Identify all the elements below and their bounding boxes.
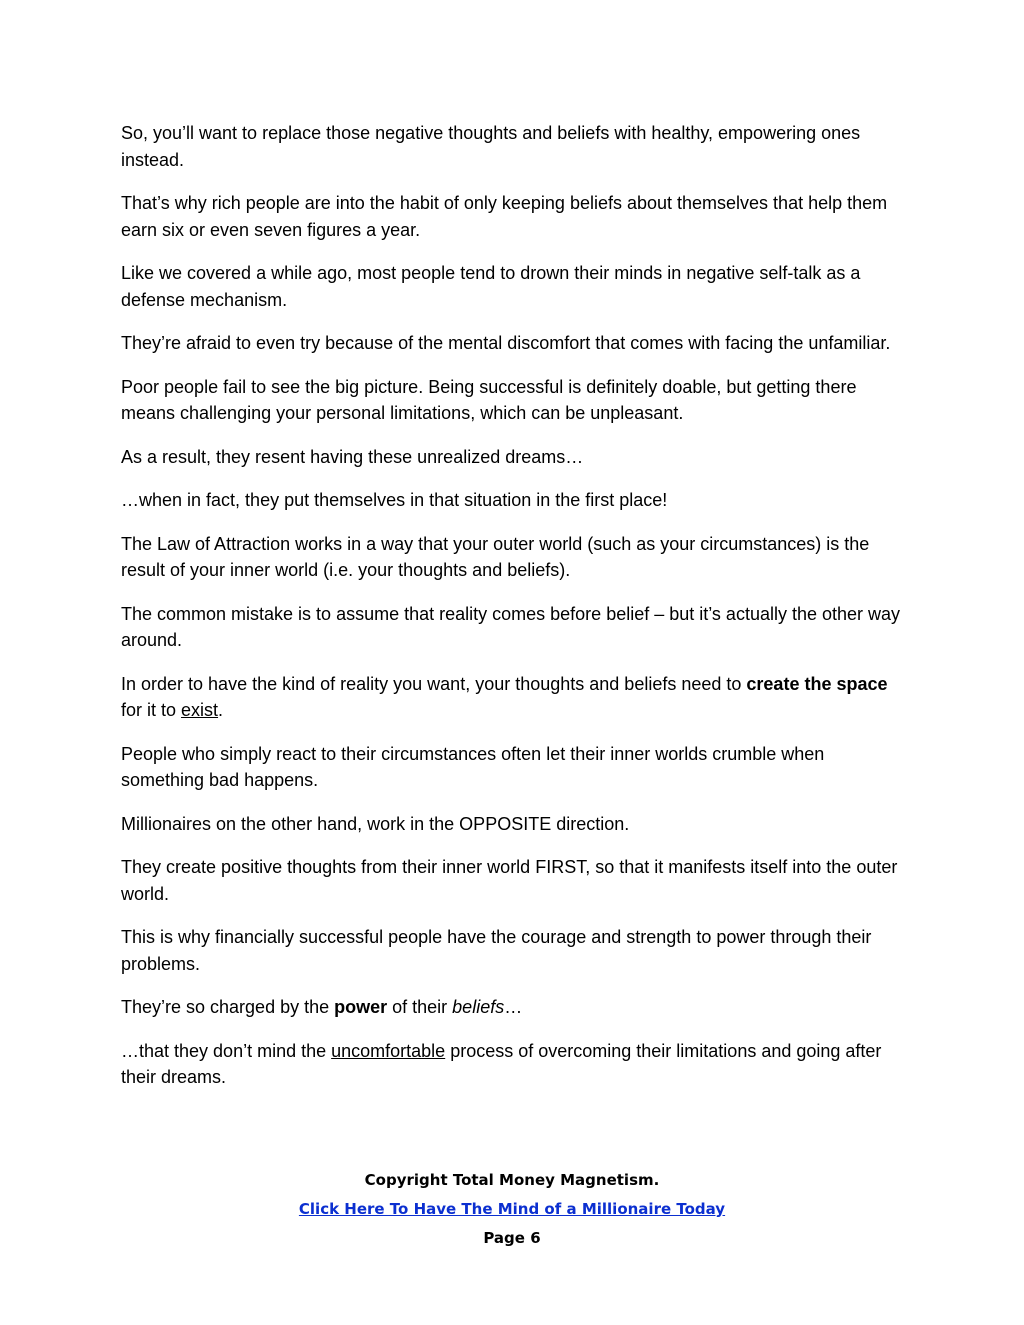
paragraph — [121, 1038, 911, 1091]
paragraph — [121, 487, 911, 514]
paragraph — [121, 190, 911, 243]
italic-text: beliefs — [452, 997, 505, 1017]
paragraph — [121, 811, 911, 838]
paragraph — [121, 120, 911, 173]
text-run: They create positive thoughts from their inner world FIRST, so that it manifests itself into the outer world. — [121, 857, 898, 904]
text-run: This is why financially successful people have the courage and strength to power through their problems. — [121, 927, 872, 974]
page-number: Page 6 — [483, 1229, 541, 1247]
text-run: Millionaires on the other hand, work in the OPPOSITE direction. — [121, 813, 630, 834]
paragraph — [121, 741, 911, 794]
bold-text: create the space — [746, 673, 888, 694]
text-run: . — [218, 700, 224, 720]
paragraph — [121, 531, 911, 584]
body-text — [121, 120, 911, 1108]
text-run: …when in fact, they put themselves in that situation in the first place! — [121, 490, 668, 510]
text-run: They’re so charged by the — [121, 997, 335, 1017]
paragraph — [121, 374, 911, 427]
paragraph — [121, 671, 911, 724]
paragraph — [121, 330, 911, 357]
text-run: … — [504, 997, 523, 1017]
text-run: of their — [387, 997, 453, 1017]
text-run: The Law of Attraction works in a way that your outer world (such as your circumstances) is the result of your inner world (i.e. your thoughts and beliefs). — [121, 533, 870, 580]
underlined-text: uncomfortable — [331, 1040, 446, 1061]
text-run: People who simply react to their circumstances often let their inner worlds crumble when something bad happens. — [121, 743, 825, 790]
copyright-notice: Copyright Total Money Magnetism. — [364, 1171, 660, 1189]
underlined-text: exist — [181, 700, 219, 720]
text-run: …that they don’t mind the — [121, 1040, 332, 1061]
bold-text: power — [334, 997, 388, 1017]
paragraph — [121, 444, 911, 471]
paragraph — [121, 924, 911, 977]
paragraph — [121, 601, 911, 654]
text-run: They’re afraid to even try because of the mental discomfort that comes with facing the unfamiliar. — [121, 333, 891, 353]
text-run: So, you’ll want to replace those negative thoughts and beliefs with healthy, empowering ones instead. — [121, 123, 861, 170]
millionaire-mind-link[interactable]: Click Here To Have The Mind of a Millionaire Today — [298, 1200, 726, 1218]
text-run: Like we covered a while ago, most people tend to drown their minds in negative self-talk as a defense mechanism. — [121, 263, 861, 310]
text-run: process of overcoming their limitations and going after their dreams. — [121, 1040, 882, 1087]
text-run: As a result, they resent having these unrealized dreams… — [121, 446, 584, 467]
paragraph — [121, 260, 911, 313]
paragraph — [121, 994, 911, 1021]
text-run: Poor people fail to see the big picture. Being successful is definitely doable, but getting there means challenging your personal limitations, which can be unpleasant. — [121, 376, 857, 423]
text-run: That’s why rich people are into the habit of only keeping beliefs about themselves that help them earn six or even seven figures a year. — [121, 193, 888, 240]
paragraph — [121, 854, 911, 907]
page-footer — [0, 1166, 1024, 1253]
text-run: for it to — [121, 700, 182, 720]
text-run: The common mistake is to assume that reality comes before belief – but it’s actually the other way around. — [121, 603, 901, 650]
text-run: In order to have the kind of reality you want, your thoughts and beliefs need to — [121, 673, 747, 694]
